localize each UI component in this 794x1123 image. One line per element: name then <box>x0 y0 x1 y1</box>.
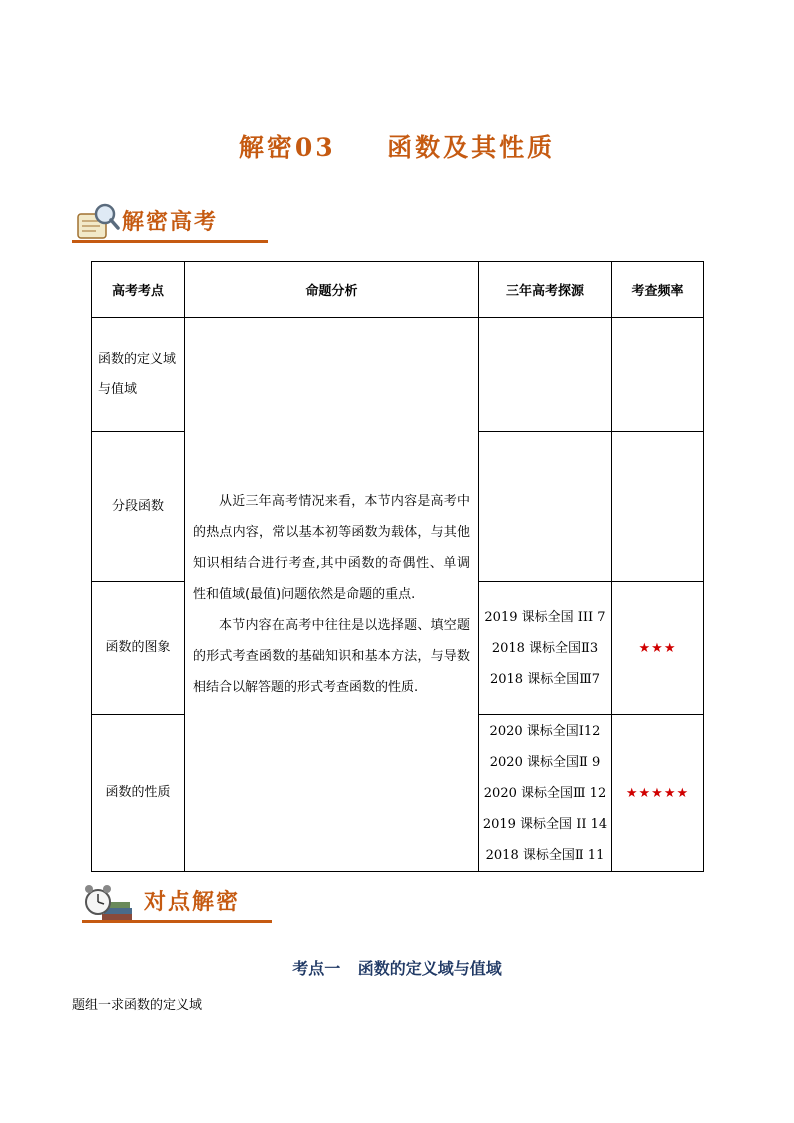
header-frequency: 考查频率 <box>612 262 704 318</box>
point-cell: 函数的性质 <box>92 715 185 872</box>
header-source: 三年高考探源 <box>479 262 612 318</box>
kaodian-name: 函数的定义域与值域 <box>357 959 502 978</box>
title-main: 函数及其性质 <box>387 133 556 162</box>
section-underline <box>82 920 272 923</box>
section-banner-gaokao <box>72 200 272 246</box>
source-cell <box>479 582 612 715</box>
kaodian-number: 考点一 <box>292 959 341 978</box>
section-underline <box>72 240 268 243</box>
header-point: 高考考点 <box>92 262 185 318</box>
source-item: 2018 课标全国Ⅲ7 <box>489 671 601 687</box>
analysis-paragraph: 本节内容在高考中往往是以选择题、填空题的形式考查函数的基础知识和基本方法，与导数相结合以解答题的形式考查函数的性质. <box>193 618 470 695</box>
section-label: 解密高考 <box>122 209 219 235</box>
header-analysis: 命题分析 <box>185 262 479 318</box>
source-cell <box>479 715 612 872</box>
point-cell: 分段函数 <box>92 432 185 582</box>
frequency-stars: ★★★ <box>612 582 704 715</box>
section-label: 对点解密 <box>144 889 241 915</box>
table-header-row <box>92 262 704 318</box>
analysis-paragraph: 从近三年高考情况来看，本节内容是高考中的热点内容，常以基本初等函数为载体，与其他知识相结合进行考查,其中函数的奇偶性、单调性和值域(最值)问题依然是命题的重点. <box>193 494 470 602</box>
source-item: 2019 课标全国 II 14 <box>482 816 608 832</box>
source-item: 2020 课标全国Ⅰ12 <box>489 723 601 739</box>
source-cell <box>479 432 612 582</box>
frequency-cell <box>612 432 704 582</box>
section-banner-duidian <box>82 880 282 926</box>
frequency-cell <box>612 318 704 432</box>
page-title <box>0 128 794 164</box>
source-item: 2018 课标全国Ⅱ 11 <box>485 847 605 863</box>
analysis-cell <box>185 318 479 872</box>
group-title: 题组一求函数的定义域 <box>72 998 203 1013</box>
frequency-stars: ★★★★★ <box>612 715 704 872</box>
exam-points-table <box>91 261 704 872</box>
point-cell: 函数的定义域与值域 <box>92 318 185 432</box>
point-cell: 函数的图象 <box>92 582 185 715</box>
kaodian-heading <box>0 956 794 979</box>
source-item: 2018 课标全国Ⅱ3 <box>491 640 599 656</box>
title-prefix: 解密03 <box>238 133 336 162</box>
source-item: 2020 课标全国Ⅱ 9 <box>489 754 601 770</box>
table-row <box>92 318 704 432</box>
source-item: 2019 课标全国 III 7 <box>484 609 606 625</box>
source-item: 2020 课标全国Ⅲ 12 <box>483 785 607 801</box>
source-cell <box>479 318 612 432</box>
